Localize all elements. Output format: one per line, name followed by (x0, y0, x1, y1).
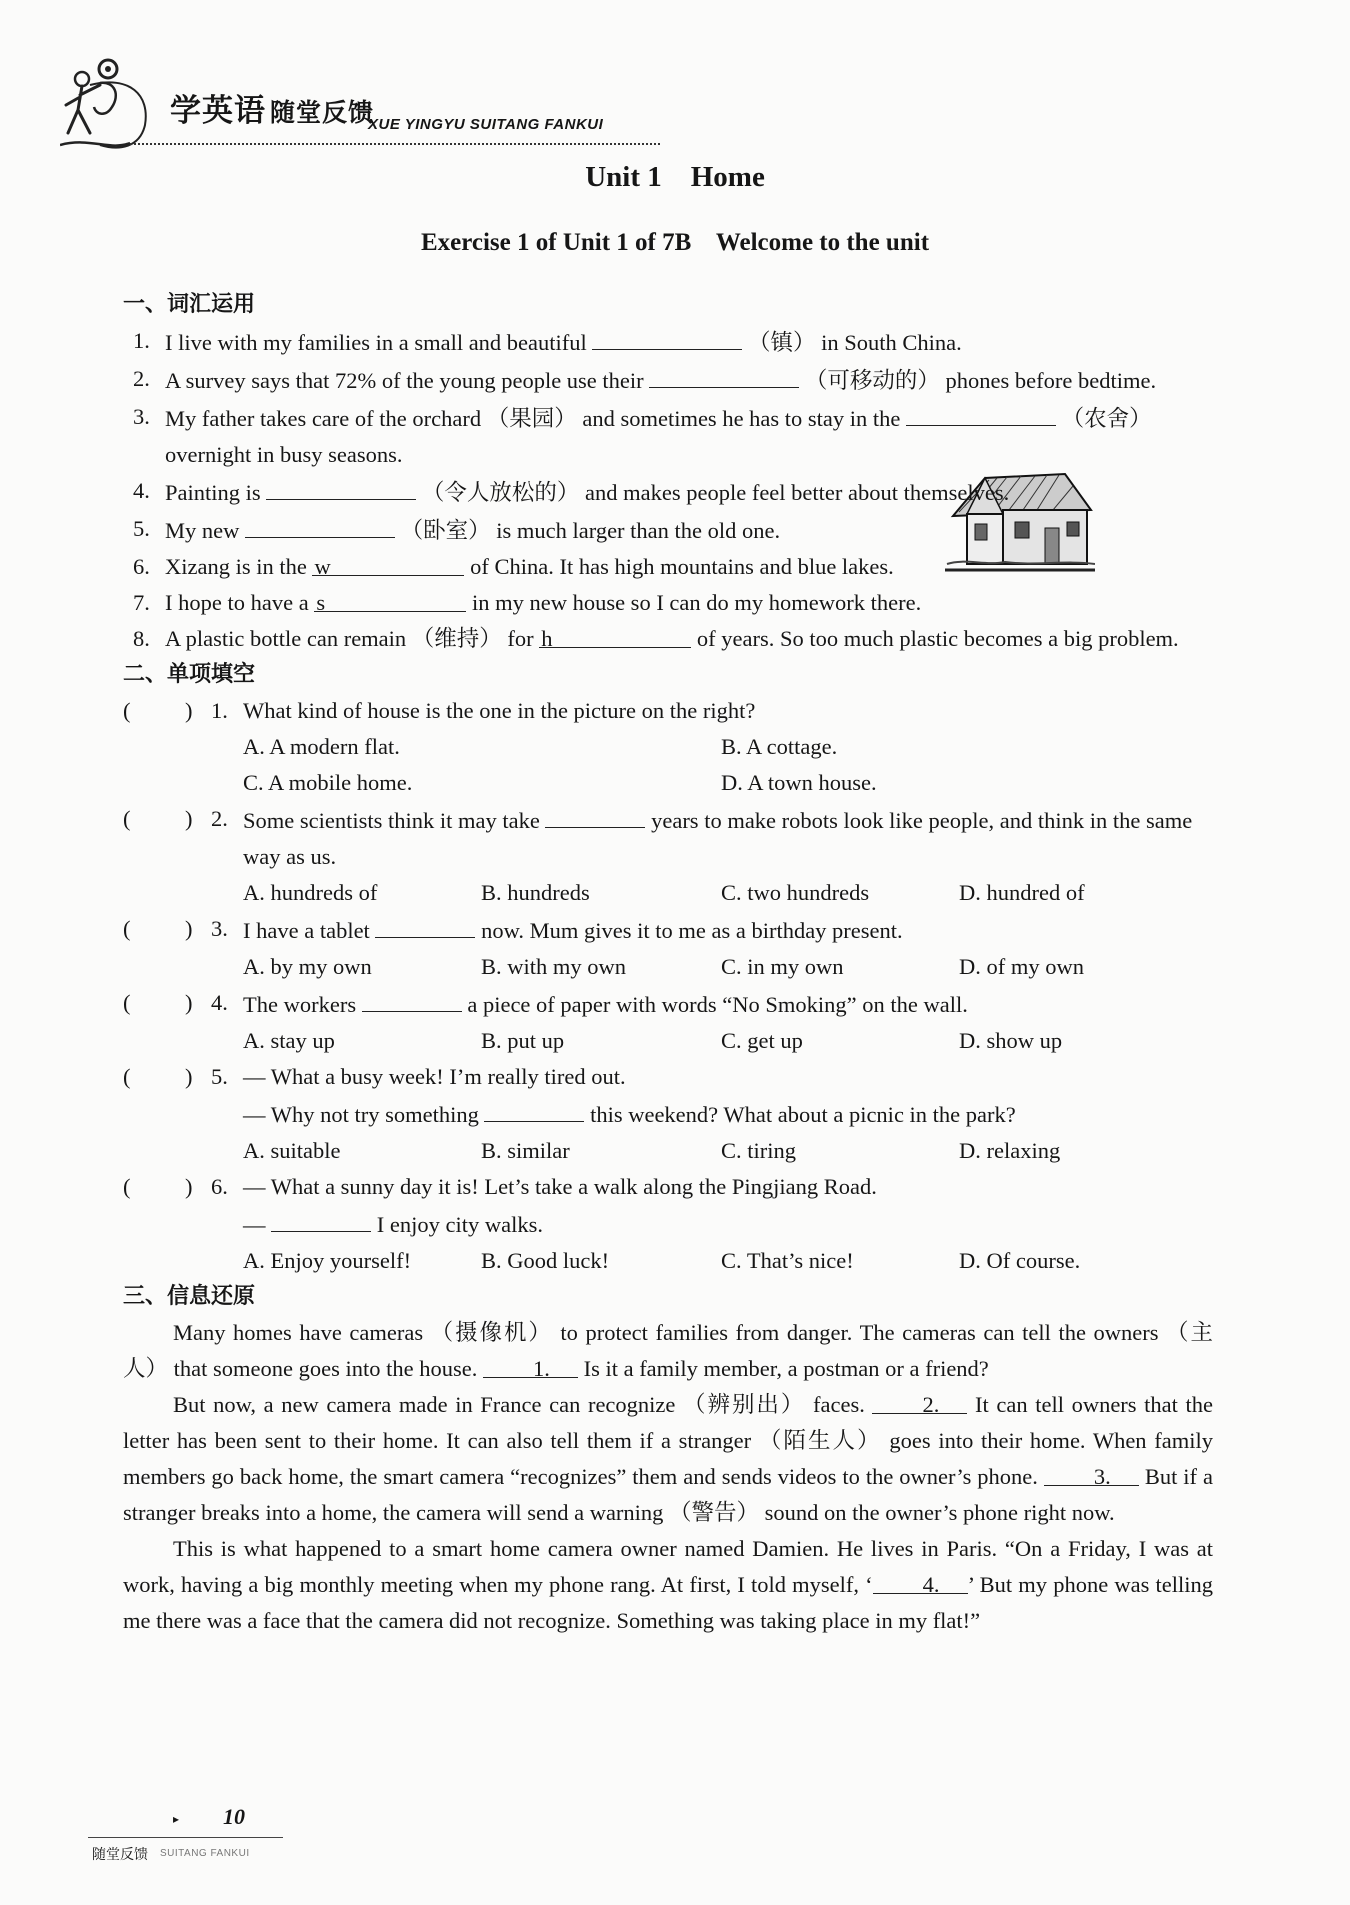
question-line (123, 985, 1213, 1023)
question-text: a piece of paper with words “No Smoking” on the wall. (461, 992, 968, 1017)
item-text: Xizang is in the (165, 554, 313, 579)
option-d: D. of my own (959, 954, 1084, 979)
option-b: B. Good luck! (481, 1248, 610, 1273)
question-line (123, 1095, 1213, 1133)
answer-blank[interactable] (484, 1095, 584, 1122)
option-d: D. show up (959, 1028, 1063, 1053)
page-footer (88, 1800, 308, 1870)
mc-question-1 (123, 693, 1213, 801)
question-line (123, 1169, 1213, 1205)
header-chinese-title (170, 85, 374, 130)
question-text: — What a sunny day it is! Let’s take a walk along the Pingjiang Road. (243, 1174, 877, 1199)
mc-question-5 (123, 1059, 1213, 1169)
question-line (123, 1205, 1213, 1243)
passage-text: Many homes have cameras （摄像机） to protect families from danger. The cameras can tell the owners （主人） that someone goes into the house. (123, 1320, 1213, 1381)
options-row (123, 729, 1213, 765)
vocab-item-1 (123, 323, 1213, 361)
answer-blank[interactable]: h (539, 621, 691, 648)
item-text: （令人放松的） and makes people feel better about themselves. (416, 480, 1010, 505)
option-d: D. Of course. (959, 1248, 1081, 1273)
unit-title: Unit 1 Home (585, 161, 765, 193)
question-text: — Why not try something (243, 1102, 485, 1127)
option-a: A. stay up (243, 1028, 335, 1053)
answer-blank-2[interactable]: 2. (872, 1387, 967, 1414)
item-text: I live with my families in a small and beautiful (165, 330, 593, 355)
passage-text: But now, a new camera made in France can recognize （辨别出） faces. (173, 1392, 873, 1417)
vocab-item-7 (123, 585, 1213, 621)
exercise-title: Exercise 1 of Unit 1 of 7B Welcome to the unit (420, 229, 930, 256)
option-c: C. A mobile home. (243, 770, 413, 795)
passage-text: It can tell owners that the letter has been sent to their home. It can also tell them if a stranger （陌生人） goes into their home. When family members go back home, the smart camera “recognizes” them and sends videos to the owner’s phone. (123, 1392, 1213, 1489)
item-number: 5. (133, 516, 150, 541)
item-text: of years. So too much plastic becomes a big problem. (691, 626, 1179, 651)
section1-heading: 一、词汇运用 (123, 292, 256, 317)
item-text: I hope to have a (165, 590, 315, 615)
passage-text: But if a stranger breaks into a home, the camera will send a warning （警告） sound on the owner’s phone right now. (123, 1464, 1213, 1525)
item-number: 7. (133, 590, 150, 615)
passage-paragraph-1 (123, 1315, 1213, 1387)
mc-question-3 (123, 911, 1213, 985)
option-a: A. hundreds of (243, 880, 378, 905)
answer-paren-close: ) (185, 1064, 193, 1089)
answer-blank[interactable] (271, 1205, 371, 1232)
item-text: （农舍） overnight in busy seasons. (165, 406, 1152, 467)
question-number: 3. (211, 916, 228, 941)
option-a: A. by my own (243, 954, 372, 979)
header-pinyin: XUE YINGYU SUITANG FANKUI (368, 116, 604, 133)
answer-blank[interactable] (649, 361, 799, 388)
question-text: Some scientists think it may take (243, 808, 546, 833)
question-number: 2. (211, 806, 228, 831)
answer-blank[interactable] (266, 473, 416, 500)
mc-question-2 (123, 801, 1213, 911)
mc-question-6 (123, 1169, 1213, 1279)
answer-paren-close: ) (185, 990, 193, 1015)
item-number: 3. (133, 404, 150, 429)
option-d: D. relaxing (959, 1138, 1061, 1163)
answer-paren-open[interactable]: ( (123, 990, 131, 1015)
question-line (123, 693, 1213, 729)
question-text: — What a busy week! I’m really tired out. (243, 1064, 626, 1089)
item-number: 1. (133, 328, 150, 353)
option-b: B. hundreds (481, 880, 590, 905)
option-b: B. with my own (481, 954, 627, 979)
item-text: of China. It has high mountains and blue lakes. (464, 554, 894, 579)
question-text: now. Mum gives it to me as a birthday present. (475, 918, 903, 943)
question-number: 1. (211, 698, 228, 723)
worksheet-content (123, 287, 1213, 1639)
answer-blank-1[interactable]: 1. (483, 1351, 578, 1378)
footer-chinese: 随堂反馈 (92, 1847, 148, 1863)
options-row (123, 875, 1213, 911)
item-text: （可移动的） phones before bedtime. (799, 368, 1157, 393)
footer-pinyin: SUITANG FANKUI (160, 1848, 250, 1859)
header-divider (130, 143, 660, 145)
vocab-item-4 (123, 473, 1213, 511)
answer-paren-open[interactable]: ( (123, 806, 131, 831)
section2-heading: 二、单项填空 (123, 662, 256, 687)
answer-blank[interactable] (362, 985, 462, 1012)
item-text: Painting is (165, 480, 267, 505)
option-a: A. A modern flat. (243, 734, 400, 759)
item-text: A survey says that 72% of the young people use their (165, 368, 650, 393)
item-text: My new (165, 518, 245, 543)
option-a: A. suitable (243, 1138, 341, 1163)
question-text: years to make robots look like people, and think in the same way as us. (243, 808, 1193, 869)
question-text: — (243, 1212, 272, 1237)
vocab-item-5 (123, 511, 1213, 549)
answer-paren-open[interactable]: ( (123, 916, 131, 941)
item-text: My father takes care of the orchard （果园） and sometimes he has to stay in the (165, 406, 907, 431)
vocab-item-3 (123, 399, 1213, 473)
question-text: this weekend? What about a picnic in the park? (584, 1102, 1016, 1127)
reader-figure-icon (60, 55, 180, 155)
option-a: A. Enjoy yourself! (243, 1248, 412, 1273)
answer-paren-close: ) (185, 1174, 193, 1199)
answer-paren-close: ) (185, 698, 193, 723)
passage-paragraph-3 (123, 1531, 1213, 1639)
mc-question-4 (123, 985, 1213, 1059)
option-c: C. get up (721, 1028, 803, 1053)
answer-paren-open[interactable]: ( (123, 1174, 131, 1199)
passage-text: ’ But my phone was telling me there was a face that the camera did not recognize. Something was taking place in my flat!” (123, 1572, 1213, 1633)
question-line (123, 911, 1213, 949)
vocab-item-8 (123, 621, 1213, 657)
answer-blank[interactable]: w (312, 549, 464, 576)
options-row (123, 1133, 1213, 1169)
answer-paren-close: ) (185, 916, 193, 941)
item-number: 8. (133, 626, 150, 651)
question-number: 6. (211, 1174, 228, 1199)
answer-paren-close: ) (185, 806, 193, 831)
answer-blank[interactable] (592, 323, 742, 350)
item-text: （卧室） is much larger than the old one. (395, 518, 781, 543)
answer-blank[interactable] (906, 399, 1056, 426)
option-b: B. put up (481, 1028, 565, 1053)
answer-blank[interactable]: s (314, 585, 466, 612)
header-title: 学英语 (170, 93, 266, 129)
options-row (123, 1243, 1213, 1279)
answer-blank-4[interactable]: 4. (873, 1567, 968, 1594)
item-text: （镇） in South China. (742, 330, 962, 355)
option-d: D. hundred of (959, 880, 1085, 905)
item-text: in my new house so I can do my homework there. (466, 590, 922, 615)
option-d: D. A town house. (721, 770, 877, 795)
section3-heading: 三、信息还原 (123, 1284, 256, 1309)
option-c: C. That’s nice! (721, 1248, 854, 1273)
question-number: 5. (211, 1064, 228, 1089)
option-c: C. tiring (721, 1138, 797, 1163)
book-header (60, 55, 660, 155)
passage-paragraph-2 (123, 1387, 1213, 1531)
item-number: 2. (133, 366, 150, 391)
footer-divider (88, 1837, 283, 1838)
option-c: C. in my own (721, 954, 844, 979)
answer-blank[interactable] (245, 511, 395, 538)
option-b: B. A cottage. (721, 734, 838, 759)
passage-text: Is it a family member, a postman or a friend? (577, 1356, 989, 1381)
answer-paren-open[interactable]: ( (123, 698, 131, 723)
answer-blank-3[interactable]: 3. (1044, 1459, 1139, 1486)
question-text: The workers (243, 992, 362, 1017)
options-row (123, 949, 1213, 985)
passage-text: This is what happened to a smart home camera owner named Damien. He lives in Paris. “On a Friday, I was at work, having a big monthly meeting when my phone rang. At first, I told myself, ‘ (123, 1536, 1213, 1597)
header-subtitle: 随堂反馈 (270, 98, 375, 127)
question-text: I have a tablet (243, 918, 376, 943)
question-number: 4. (211, 990, 228, 1015)
arrow-icon: ▸ (173, 1812, 180, 1826)
question-line (123, 801, 1213, 875)
vocab-item-6 (123, 549, 1213, 585)
answer-blank[interactable] (545, 801, 645, 828)
options-row (123, 765, 1213, 801)
page-number: 10 (223, 1804, 245, 1829)
answer-paren-open[interactable]: ( (123, 1064, 131, 1089)
question-line (123, 1059, 1213, 1095)
item-number: 6. (133, 554, 150, 579)
answer-blank[interactable] (375, 911, 475, 938)
options-row (123, 1023, 1213, 1059)
option-b: B. similar (481, 1138, 570, 1163)
item-number: 4. (133, 478, 150, 503)
vocab-item-2 (123, 361, 1213, 399)
item-text: A plastic bottle can remain （维持） for (165, 626, 540, 651)
option-c: C. two hundreds (721, 880, 870, 905)
question-text: I enjoy city walks. (371, 1212, 543, 1237)
question-text: What kind of house is the one in the picture on the right? (243, 698, 756, 723)
